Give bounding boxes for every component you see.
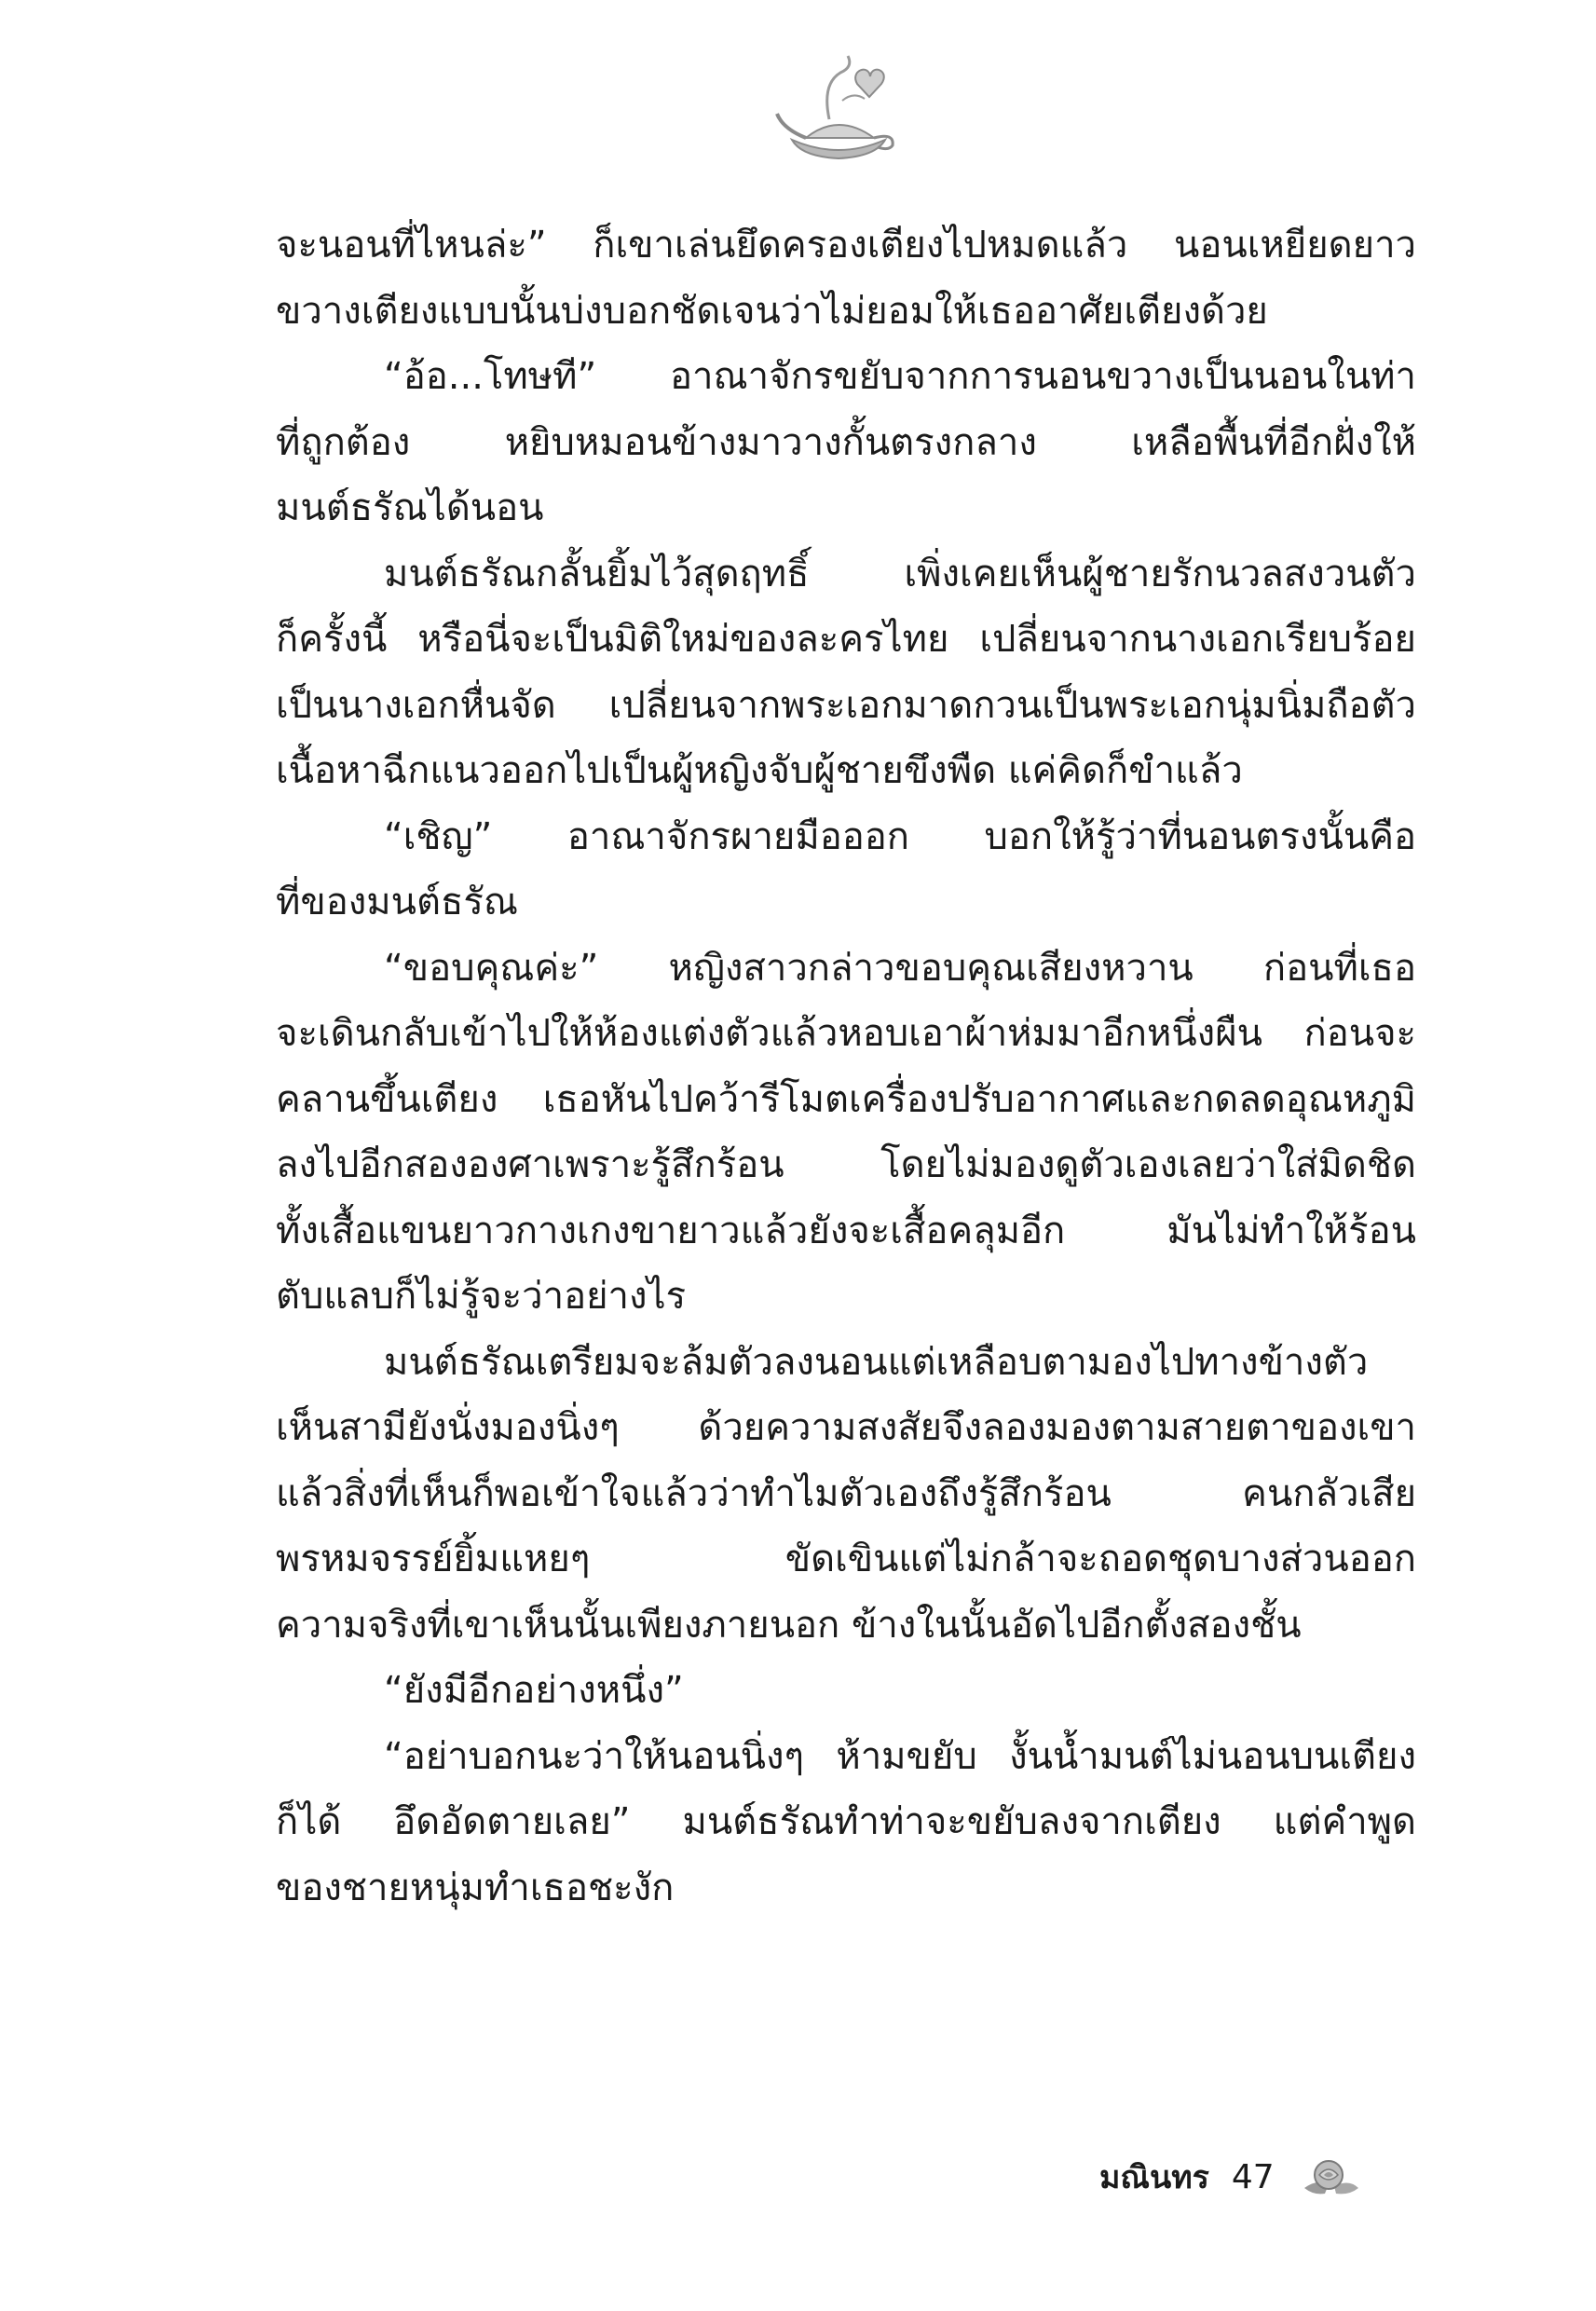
- text-line: เห็นสามียังนั่งมองนิ่งๆ ด้วยความสงสัยจึงลองมองตามสายตาของเขา: [276, 1406, 1416, 1449]
- text-line: ก็ได้ อึดอัดตายเลย” มนต์ธรัณทำท่าจะขยับลงจากเตียง แต่คำพูด: [276, 1800, 1416, 1843]
- paragraph: [276, 541, 1416, 804]
- page-footer: [1099, 2149, 1362, 2205]
- text-line: แล้วสิ่งที่เห็นก็พอเข้าใจแล้วว่าทำไมตัวเองถึงรู้สึกร้อน คนกลัวเสีย: [276, 1471, 1416, 1515]
- text-line: เป็นนางเอกหื่นจัด เปลี่ยนจากพระเอกมาดกวนเป็นพระเอกนุ่มนิ่มถือตัว: [276, 683, 1416, 727]
- teapot-ornament-icon: [764, 47, 913, 168]
- paragraph: [276, 1724, 1416, 1921]
- paragraph: [276, 212, 1416, 344]
- page-number: 47: [1231, 2157, 1275, 2196]
- paragraph: [276, 804, 1416, 936]
- text-line: ขวางเตียงแบบนั้นบ่งบอกชัดเจนว่าไม่ยอมให้เธออาศัยเตียงด้วย: [276, 289, 1268, 333]
- text-line: คลานขึ้นเตียง เธอหันไปคว้ารีโมตเครื่องปรับอากาศและกดลดอุณหภูมิ: [276, 1077, 1416, 1121]
- text-line: ตับแลบก็ไม่รู้จะว่าอย่างไร: [276, 1275, 687, 1318]
- text-line: ทั้งเสื้อแขนยาวกางเกงขายาวแล้วยังจะเสื้อคลุมอีก มันไม่ทำให้ร้อน: [276, 1209, 1416, 1252]
- paragraph: [276, 1330, 1416, 1659]
- paragraph: [276, 1658, 1416, 1724]
- text-line: ของชายหนุ่มทำเธอชะงัก: [276, 1866, 675, 1909]
- paragraph: [276, 344, 1416, 541]
- text-line: ที่ของมนต์ธรัณ: [276, 881, 518, 923]
- text-line: เนื้อหาฉีกแนวออกไปเป็นผู้หญิงจับผู้ชายขึงพืด แค่คิดก็ขำแล้ว: [276, 749, 1243, 792]
- text-line: พรหมจรรย์ยิ้มแหยๆ ขัดเขินแต่ไม่กล้าจะถอดชุดบางส่วนออก: [276, 1538, 1416, 1580]
- text-line: มนต์ธรัณกลั้นยิ้มไว้สุดฤทธิ์ เพิ่งเคยเห็นผู้ชายรักนวลสงวนตัว: [384, 552, 1416, 595]
- text-line: ความจริงที่เขาเห็นนั้นเพียงภายนอก ข้างในนั้นอัดไปอีกตั้งสองชั้น: [276, 1603, 1302, 1647]
- text-line: ลงไปอีกสององศาเพราะรู้สึกร้อน โดยไม่มองดูตัวเองเลยว่าใส่มิดชิด: [276, 1143, 1416, 1186]
- text-line: “อย่าบอกนะว่าให้นอนนิ่งๆ ห้ามขยับ งั้นน้ำมนต์ไม่นอนบนเตียง: [384, 1734, 1416, 1778]
- rose-ornament-icon: [1297, 2151, 1362, 2203]
- book-title: มณินทร: [1099, 2159, 1209, 2196]
- text-line: มนต์ธรัณเตรียมจะล้มตัวลงนอนแต่เหลือบตามองไปทางข้างตัว: [384, 1340, 1369, 1384]
- text-line: มนต์ธรัณได้นอน: [276, 486, 544, 529]
- text-line: ก็ครั้งนี้ หรือนี่จะเป็นมิติใหม่ของละครไทย เปลี่ยนจากนางเอกเรียบร้อย: [276, 618, 1416, 661]
- text-line: จะเดินกลับเข้าไปให้ห้องแต่งตัวแล้วหอบเอาผ้าห่มมาอีกหนึ่งผืน ก่อนจะ: [276, 1012, 1416, 1055]
- text-line: “อ้อ...โทษที” อาณาจักรขยับจากการนอนขวางเป็นนอนในท่า: [384, 355, 1416, 398]
- text-line: “ขอบคุณค่ะ” หญิงสาวกล่าวขอบคุณเสียงหวาน ก่อนที่เธอ: [384, 946, 1416, 990]
- text-line: “เชิญ” อาณาจักรผายมือออก บอกให้รู้ว่าที่นอนตรงนั้นคือ: [384, 814, 1416, 858]
- body-text: [276, 212, 1416, 1921]
- text-line: ที่ถูกต้อง หยิบหมอนข้างมาวางกั้นตรงกลาง เหลือพื้นที่อีกฝั่งให้: [276, 420, 1416, 464]
- text-line: จะนอนที่ไหนล่ะ” ก็เขาเล่นยึดครองเตียงไปหมดแล้ว นอนเหยียดยาว: [276, 224, 1416, 267]
- paragraph: [276, 936, 1416, 1330]
- text-line: “ยังมีอีกอย่างหนึ่ง”: [384, 1669, 684, 1712]
